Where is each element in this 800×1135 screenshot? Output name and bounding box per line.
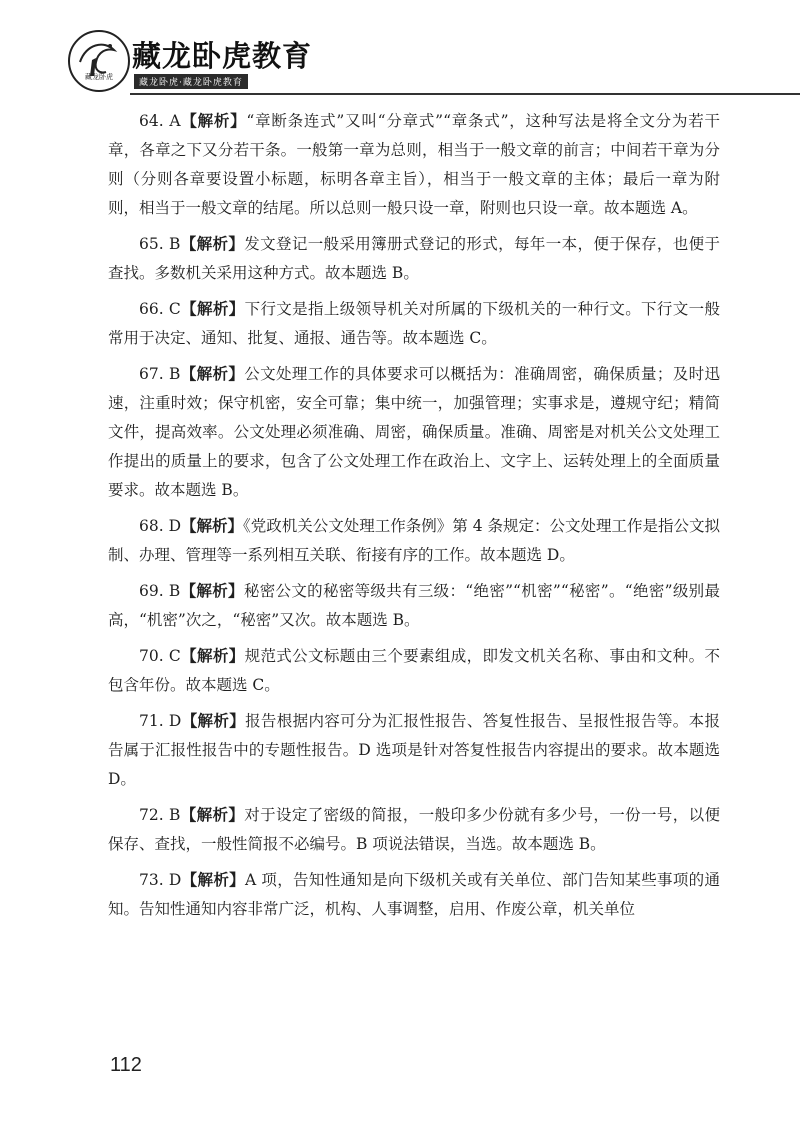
- answer-entry-64: [108, 107, 720, 223]
- analysis-tag: 【解析】: [180, 300, 245, 318]
- answer-entry-71: [108, 707, 720, 794]
- analysis-tag: 【解析】: [181, 712, 246, 730]
- answer-text: 报告根据内容可分为汇报性报告、答复性报告、呈报性报告等。本报告属于汇报性报告中的专题性报告。D 选项是针对答复性报告内容提出的要求。故本题选 D。: [108, 712, 720, 788]
- brand-tagline: 藏龙卧虎·藏龙卧虎教育: [134, 74, 248, 89]
- answer-entry-65: [108, 230, 720, 288]
- analysis-tag: 【解析】: [180, 235, 245, 253]
- answer-number: 72. B: [139, 806, 181, 824]
- answer-number: 67. B: [139, 365, 181, 383]
- answer-explanations: [108, 107, 720, 931]
- answer-number: 71. D: [139, 712, 182, 730]
- answer-entry-67: [108, 360, 720, 505]
- answer-number: 66. C: [139, 300, 181, 318]
- analysis-tag: 【解析】: [180, 365, 245, 383]
- answer-entry-73: [108, 866, 720, 924]
- answer-entry-68: [108, 512, 720, 570]
- answer-text: A 项，告知性通知是向下级机关或有关单位、部门告知某些事项的通知。告知性通知内容非常广泛，机构、人事调整，启用、作废公章，机关单位: [108, 871, 720, 918]
- answer-text: “章断条连式”又叫“分章式”“章条式”，这种写法是将全文分为若干章，各章之下又分若干条。一般第一章为总则，相当于一般文章的前言；中间若干章为分则（分则各章要设置小标题，标明各章主旨），相当于一般文章的主体；最后一章为附则，相当于一般文章的结尾。所以总则一般只设一章，附则也只设一章。故本题选 A。: [108, 112, 720, 217]
- answer-number: 73. D: [139, 871, 182, 889]
- answer-entry-70: [108, 642, 720, 700]
- answer-text: 发文登记一般采用簿册式登记的形式，每年一本，便于保存，也便于查找。多数机关采用这种方式。故本题选 B。: [108, 235, 720, 282]
- analysis-tag: 【解析】: [180, 806, 245, 824]
- logo-text: 藏龙卧虎: [85, 73, 113, 81]
- answer-text: 《党政机关公文处理工作条例》第 4 条规定：公文处理工作是指公文拟制、办理、管理等一系列相互关联、衔接有序的工作。故本题选 D。: [108, 517, 720, 564]
- brand-title: 藏龙卧虎教育: [132, 39, 313, 73]
- answer-text: 下行文是指上级领导机关对所属的下级机关的一种行文。下行文一般常用于决定、通知、批复、通报、通告等。故本题选 C。: [108, 300, 720, 347]
- page-header: [0, 0, 800, 95]
- page-number: 112: [110, 1054, 142, 1076]
- answer-text: 对于设定了密级的简报，一般印多少份就有多少号，一份一号，以便保存、查找，一般性简报不必编号。B 项说法错误，当选。故本题选 B。: [108, 806, 720, 853]
- header-divider: [130, 93, 800, 95]
- analysis-tag: 【解析】: [180, 582, 244, 600]
- answer-entry-72: [108, 801, 720, 859]
- answer-number: 70. C: [139, 647, 181, 665]
- answer-text: 公文处理工作的具体要求可以概括为：准确周密，确保质量；及时迅速，注重时效；保守机密，安全可靠；集中统一，加强管理；实事求是，遵规守纪；精简文件，提高效率。公文处理必须准确、周密，确保质量。准确、周密是对机关公文处理工作提出的质量上的要求，包含了公文处理工作在政治上、文字上、运转处理上的全面质量要求。故本题选 B。: [108, 365, 720, 499]
- answer-number: 68. D: [139, 517, 182, 535]
- brand-logo: [68, 30, 130, 92]
- analysis-tag: 【解析】: [180, 112, 247, 130]
- answer-text: 秘密公文的秘密等级共有三级：“绝密”“机密”“秘密”。“绝密”级别最高，“机密”次之，“秘密”又次。故本题选 B。: [108, 582, 720, 629]
- analysis-tag: 【解析】: [181, 871, 245, 889]
- analysis-tag: 【解析】: [180, 647, 245, 665]
- answer-number: 64. A: [139, 112, 181, 130]
- answer-text: 规范式公文标题由三个要素组成，即发文机关名称、事由和文种。不包含年份。故本题选 C。: [108, 647, 720, 694]
- answer-number: 69. B: [139, 582, 181, 600]
- answer-entry-66: [108, 295, 720, 353]
- answer-number: 65. B: [139, 235, 181, 253]
- analysis-tag: 【解析】: [181, 517, 244, 535]
- answer-entry-69: [108, 577, 720, 635]
